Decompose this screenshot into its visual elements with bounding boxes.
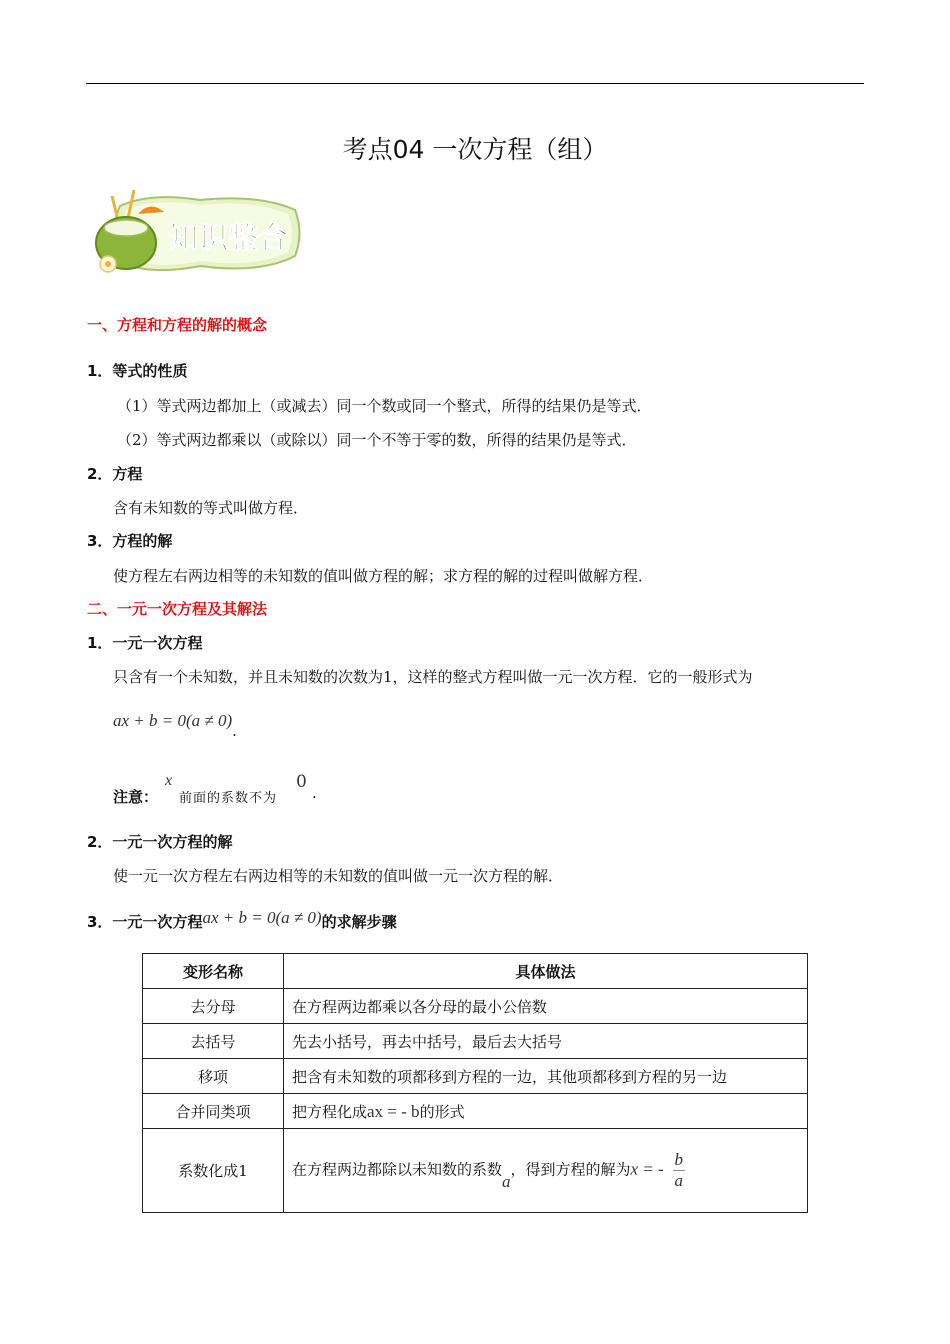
page-title: 考点04 一次方程（组） <box>342 135 608 164</box>
step-method: 在方程两边都除以未知数的系数a，得到方程的解为x = - $\frac{b}{a}$ <box>284 1129 808 1213</box>
table-row <box>143 989 808 1024</box>
table-header-row <box>143 954 808 989</box>
column-header: 变形名称 <box>143 954 284 989</box>
step-name: 去括号 <box>143 1024 284 1059</box>
heading-linear-equation: 1．一元一次方程 <box>87 634 203 652</box>
paragraph: 只含有一个未知数，并且未知数的次数为1，这样的整式方程叫做一元一次方程．它的一般形式为 <box>113 668 753 686</box>
step-method: 把方程化成ax = - b的形式 <box>284 1094 808 1129</box>
step-name: 移项 <box>143 1059 284 1094</box>
note-zero: 0 <box>296 772 307 792</box>
paragraph: 含有未知数的等式叫做方程． <box>113 499 309 517</box>
step-method: 在方程两边都乘以各分母的最小公倍数 <box>284 989 808 1024</box>
step-method: 把含有未知数的项都移到方程的一边，其他项都移到方程的另一边 <box>284 1059 808 1094</box>
paragraph: 使方程左右两边相等的未知数的值叫做方程的解；求方程的解的过程叫做解方程． <box>113 567 654 585</box>
paragraph: （1）等式两边都加上（或减去）同一个数或同一个整式，所得的结果仍是等式． <box>117 397 652 415</box>
step-name: 去分母 <box>143 989 284 1024</box>
knowledge-badge <box>90 188 305 278</box>
note-var: x <box>165 772 173 789</box>
fraction-numerator: b <box>674 1150 683 1169</box>
paragraph: （2）等式两边都乘以（或除以）同一个不等于零的数，所得的结果仍是等式． <box>117 431 637 449</box>
formula: x = - <box>630 1159 664 1179</box>
fraction-denominator: a <box>674 1171 683 1190</box>
heading-solving-steps: 3．一元一次方程ax + b = 0(a ≠ 0)的求解步骤 <box>87 908 397 931</box>
heading-equation: 2．方程 <box>87 465 143 483</box>
steps-table <box>142 953 808 1213</box>
note-label: 注意： <box>113 788 159 806</box>
note: 注意： x 前面的系数不为 0 . <box>113 772 317 806</box>
badge-label: 知识整合 <box>168 221 288 256</box>
coefficient-var: a <box>502 1171 511 1191</box>
table-row <box>143 1059 808 1094</box>
heading-equality-properties: 1．等式的性质 <box>87 362 188 380</box>
paragraph: 使一元一次方程左右两边相等的未知数的值叫做一元一次方程的解． <box>113 867 564 885</box>
heading-solution: 3．方程的解 <box>87 532 173 550</box>
column-header: 具体做法 <box>284 954 808 989</box>
fraction <box>673 1150 686 1191</box>
step-method: 先去小括号，再去中括号，最后去大括号 <box>284 1024 808 1059</box>
formula: ax = - b <box>367 1101 420 1121</box>
table-row <box>143 1129 808 1213</box>
section-title-2: 二、一元一次方程及其解法 <box>87 600 268 618</box>
formula: ax + b = 0(a ≠ 0) <box>113 711 233 730</box>
heading-linear-solution: 2．一元一次方程的解 <box>87 833 233 851</box>
general-form-formula: ax + b = 0(a ≠ 0). <box>113 711 237 740</box>
note-text: 前面的系数不为 <box>179 791 278 806</box>
section-title-1: 一、方程和方程的解的概念 <box>87 316 268 334</box>
table-row <box>143 1024 808 1059</box>
step-name: 合并同类项 <box>143 1094 284 1129</box>
table-row <box>143 1094 808 1129</box>
step-name: 系数化成1 <box>143 1129 284 1213</box>
formula: ax + b = 0(a ≠ 0) <box>202 908 322 927</box>
header-rule <box>86 83 864 84</box>
